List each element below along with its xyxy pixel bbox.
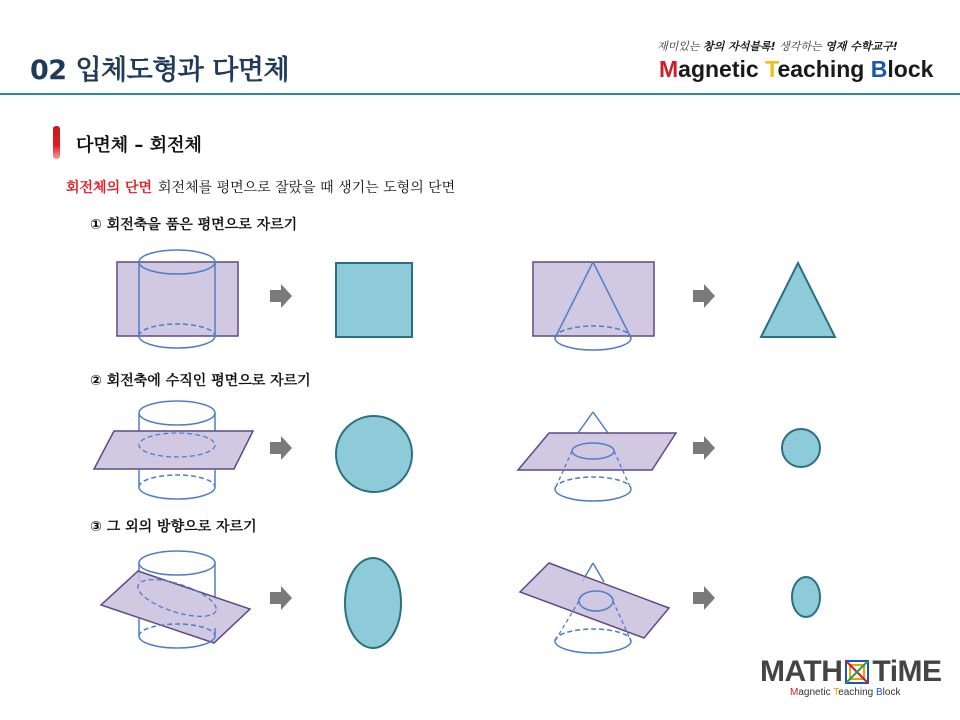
case-label-1: ① 회전축을 품은 평면으로 자르기 [90,217,298,233]
definition-term: 회전체의 단면 [66,180,153,196]
section-title: 다면체 – 회전체 [76,135,202,156]
cylinder-vertical-cut [117,250,238,348]
triangle-section [761,263,835,337]
cone-vertical-cut [533,262,654,350]
math-time-logo: MATH TiME Magnetic Teaching Block [760,655,942,698]
cylinder-horizontal-cut [94,401,253,499]
small-circle-section [782,429,820,467]
cone-oblique-cut [520,563,669,653]
small-ellipse-section [792,577,820,617]
right-arrow-icon [693,284,715,308]
right-arrow-icon [270,436,292,460]
case-label-2: ② 회전축에 수직인 평면으로 자르기 [90,373,311,389]
right-arrow-icon [270,284,292,308]
tagline: 재미있는 창의 자석블록! 생각하는 영재 수학교구! [657,40,898,53]
cube-logo-icon [843,658,871,686]
cylinder-oblique-cut [101,551,250,648]
right-arrow-icon [270,586,292,610]
cone-horizontal-cut [518,412,676,501]
logo-subtitle: Magnetic Teaching Block [790,687,901,698]
slide-title: 02 입체도형과 다면체 [30,55,290,86]
right-arrow-icon [693,586,715,610]
ellipse-section [345,558,401,648]
case-label-3: ③ 그 외의 방향으로 자르기 [90,519,257,535]
circle-section [336,416,412,492]
brand-title: Magnetic Teaching Block [659,56,934,82]
definition-text: 회전체를 평면으로 잘랐을 때 생기는 도형의 단면 [158,180,456,196]
square-section [336,263,412,337]
right-arrow-icon [693,436,715,460]
